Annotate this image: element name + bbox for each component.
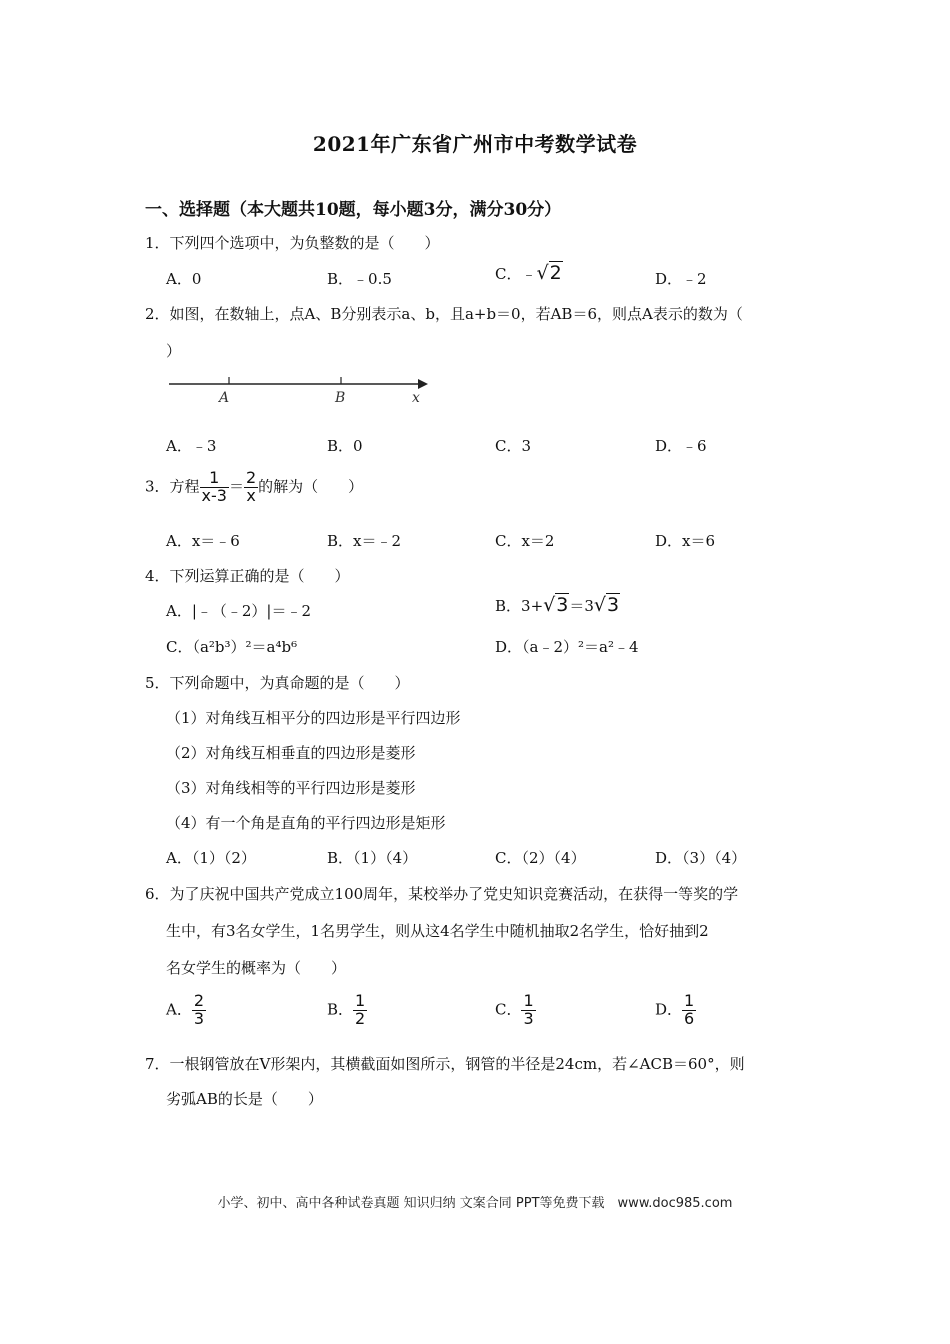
q6-b-den: 2 — [355, 1008, 366, 1028]
q7-stem-line2: 劣弧AB的长是（ ） — [166, 1090, 323, 1108]
q6-d-num: 1 — [684, 991, 695, 1010]
q3-frac1-den: x-3 — [201, 485, 227, 505]
axis-arrow-icon — [418, 379, 428, 389]
q6-stem-line3: 名女学生的概率为（ ） — [166, 959, 347, 977]
q2-option-a: A．﹣3 — [166, 437, 217, 455]
q4-option-c: C．（a²b³）²＝a⁴b⁶ — [166, 638, 298, 656]
q2-stem-line2: ） — [166, 342, 182, 360]
q6-c-num: 1 — [523, 991, 534, 1010]
q6-b-num: 1 — [355, 991, 366, 1010]
q3-frac2-num: 2 — [245, 468, 257, 487]
q5-option-b: B．（1）（4） — [327, 849, 418, 867]
q3-equals: ＝ — [228, 477, 244, 496]
q6-option-a — [166, 993, 206, 1028]
q1-option-c-prefix: C．﹣ — [495, 265, 537, 283]
q6-b-fraction — [353, 993, 367, 1028]
section-heading: 一、选择题（本大题共10题，每小题3分，满分30分） — [145, 200, 562, 220]
q5-item-3: （3）对角线相等的平行四边形是菱形 — [166, 779, 416, 797]
q6-d-fraction — [682, 993, 696, 1028]
q4-b-radicand-1: 3 — [556, 594, 569, 616]
q1-option-c-radicand: 2 — [549, 262, 562, 284]
page-footer: 小学、初中、高中各种试卷真题 知识归纳 文案合同 PPT等免费下载 www.doc985.com — [217, 1196, 733, 1211]
q4-option-d: D．（a﹣2）²＝a²﹣4 — [495, 638, 639, 656]
q6-stem-line1: 6．为了庆祝中国共产党成立100周年，某校举办了党史知识竞赛活动，在获得一等奖的学 — [145, 885, 739, 903]
q6-option-b — [327, 993, 367, 1028]
q1-option-b: B．﹣0.5 — [327, 270, 392, 288]
q6-d-label: D． — [655, 1000, 683, 1019]
label-x: x — [412, 390, 420, 406]
q2-option-b: B．0 — [327, 437, 363, 455]
q6-a-den: 3 — [193, 1008, 205, 1028]
q3-option-c: C．x＝2 — [495, 532, 555, 550]
page-title: 2021年广东省广州市中考数学试卷 — [312, 132, 638, 156]
number-line-figure — [166, 372, 436, 408]
q3-option-d: D．x＝6 — [655, 532, 716, 550]
q6-option-c — [495, 993, 536, 1028]
q4-b-prefix: B．3+ — [495, 597, 544, 615]
q5-option-c: C．（2）（4） — [495, 849, 586, 867]
q6-a-num: 2 — [193, 991, 205, 1010]
q1-option-d: D．﹣2 — [655, 270, 707, 288]
q5-item-1: （1）对角线互相平分的四边形是平行四边形 — [166, 709, 461, 727]
q6-b-label: B． — [327, 1000, 354, 1019]
q2-option-c: C．3 — [495, 437, 532, 455]
q2-stem-line1: 2．如图，在数轴上，点A、B分别表示a、b，且a+b＝0，若AB＝6，则点A表示的数为（ — [145, 305, 743, 323]
q6-c-den: 3 — [523, 1008, 534, 1028]
sqrt-symbol: √2 — [536, 262, 562, 284]
q3-prefix: 3．方程 — [145, 477, 200, 496]
q3-fraction-2 — [244, 470, 258, 505]
label-a: A — [219, 390, 230, 406]
q6-c-label: C． — [495, 1000, 522, 1019]
q7-stem-line1: 7．一根钢管放在V形架内，其横截面如图所示，钢管的半径是24cm，若∠ACB＝60°，则 — [145, 1055, 745, 1073]
q3-frac2-den: x — [244, 487, 258, 505]
q6-a-fraction — [192, 993, 206, 1028]
q3-option-b: B．x＝﹣2 — [327, 532, 402, 550]
q1-option-a: A．0 — [166, 270, 202, 288]
q3-frac1-num: 1 — [209, 468, 220, 487]
q3-fraction-1 — [200, 470, 229, 505]
q3-option-a: A．x＝﹣6 — [166, 532, 240, 550]
q1-stem: 1．下列四个选项中，为负整数的是（ ） — [145, 234, 440, 252]
q3-suffix: 的解为（ ） — [258, 477, 364, 496]
q6-stem-line2: 生中，有3名女学生，1名男学生，则从这4名学生中随机抽取2名学生，恰好抽到2 — [166, 922, 709, 940]
sqrt-symbol: √3 — [593, 594, 620, 616]
q6-option-d — [655, 993, 696, 1028]
q4-option-a: A．|﹣（﹣2）|＝﹣2 — [166, 602, 312, 620]
q4-stem: 4．下列运算正确的是（ ） — [145, 567, 350, 585]
q6-d-den: 6 — [684, 1008, 695, 1028]
q5-item-2: （2）对角线互相垂直的四边形是菱形 — [166, 744, 416, 762]
label-b: B — [335, 390, 346, 406]
q6-a-label: A． — [166, 1000, 192, 1019]
sqrt-symbol: √3 — [543, 594, 569, 616]
q5-option-d: D．（3）（4） — [655, 849, 747, 867]
q3-stem — [145, 470, 363, 505]
q4-b-radicand-2: 3 — [607, 594, 620, 616]
q1-option-c — [495, 262, 563, 284]
q4-b-mid: ＝3 — [569, 597, 594, 615]
q5-option-a: A．（1）（2） — [166, 849, 256, 867]
q6-c-fraction — [521, 993, 535, 1028]
q5-item-4: （4）有一个角是直角的平行四边形是矩形 — [166, 814, 446, 832]
q2-option-d: D．﹣6 — [655, 437, 707, 455]
q4-option-b — [495, 594, 620, 616]
q5-stem: 5．下列命题中，为真命题的是（ ） — [145, 674, 410, 692]
